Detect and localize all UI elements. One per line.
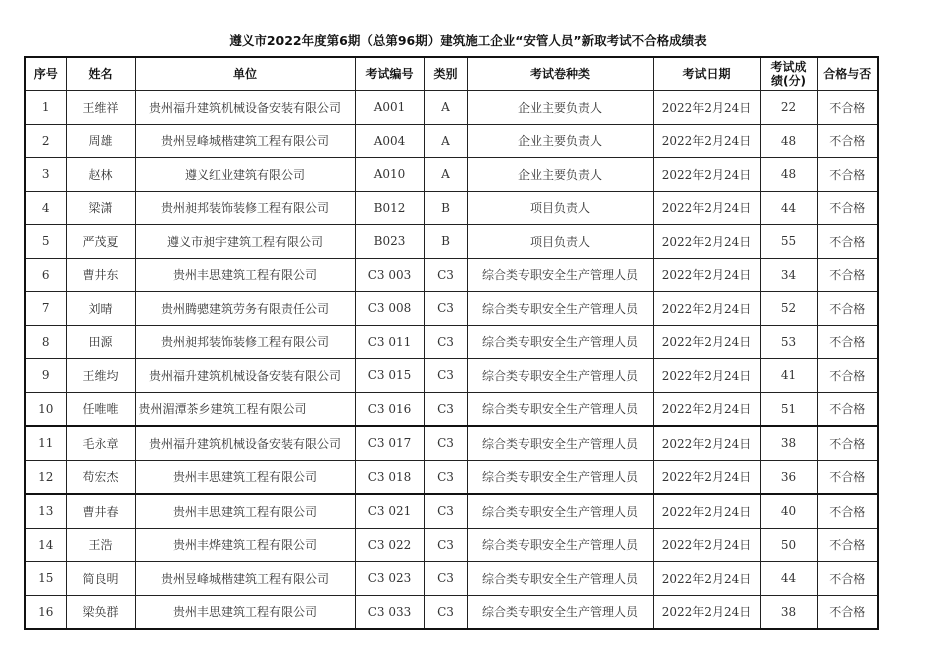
row-score: 36 [760,460,817,494]
row-date: 2022年2月24日 [653,258,760,292]
row-date: 2022年2月24日 [653,494,760,528]
row-category: C3 [424,292,467,326]
row-seq: 13 [25,494,66,528]
header-exam-id: 考试编号 [355,57,424,91]
row-company: 贵州昶邦装饰装修工程有限公司 [135,325,355,359]
document-title: 遵义市2022年度第6期（总第96期）建筑施工企业“安管人员”新取考试不合格成绩表 [229,33,707,48]
row-name: 梁奂群 [66,595,135,629]
row-result: 不合格 [817,325,878,359]
header-paper-type: 考试卷种类 [467,57,653,91]
row-category: C3 [424,494,467,528]
row-exam-id: C3 033 [355,595,424,629]
row-exam-id: C3 016 [355,392,424,426]
row-category: A [424,91,467,125]
row-result: 不合格 [817,292,878,326]
row-company: 贵州福升建筑机械设备安装有限公司 [135,426,355,460]
row-name: 简良明 [66,562,135,596]
row-result: 不合格 [817,91,878,125]
row-paper-type: 综合类专职安全生产管理人员 [467,562,653,596]
row-category: A [424,158,467,192]
row-category: C3 [424,258,467,292]
table-row [25,225,878,259]
header-date: 考试日期 [653,57,760,91]
row-score: 38 [760,426,817,460]
row-name: 毛永章 [66,426,135,460]
row-score: 38 [760,595,817,629]
row-paper-type: 综合类专职安全生产管理人员 [467,528,653,562]
row-seq: 14 [25,528,66,562]
row-exam-id: B012 [355,191,424,225]
row-company: 贵州丰思建筑工程有限公司 [135,595,355,629]
row-date: 2022年2月24日 [653,528,760,562]
row-date: 2022年2月24日 [653,359,760,393]
row-result: 不合格 [817,528,878,562]
row-name: 周雄 [66,124,135,158]
table-row [25,292,878,326]
row-seq: 11 [25,426,66,460]
row-category: A [424,124,467,158]
row-date: 2022年2月24日 [653,225,760,259]
row-category: C3 [424,426,467,460]
row-result: 不合格 [817,562,878,596]
row-exam-id: A010 [355,158,424,192]
row-paper-type: 企业主要负责人 [467,91,653,125]
row-paper-type: 综合类专职安全生产管理人员 [467,359,653,393]
table-row [25,426,878,460]
row-name: 苟宏杰 [66,460,135,494]
row-score: 52 [760,292,817,326]
row-name: 梁潇 [66,191,135,225]
header-company: 单位 [135,57,355,91]
header-score: 考试成绩(分) [760,57,817,91]
row-score: 44 [760,191,817,225]
row-company: 贵州丰思建筑工程有限公司 [135,494,355,528]
row-date: 2022年2月24日 [653,325,760,359]
header-category: 类别 [424,57,467,91]
header-seq: 序号 [25,57,66,91]
row-date: 2022年2月24日 [653,158,760,192]
row-result: 不合格 [817,460,878,494]
table-row [25,595,878,629]
row-seq: 1 [25,91,66,125]
row-company: 贵州昶邦装饰装修工程有限公司 [135,191,355,225]
row-company: 贵州丰思建筑工程有限公司 [135,460,355,494]
row-result: 不合格 [817,225,878,259]
table-row [25,494,878,528]
table-row [25,392,878,426]
row-seq: 9 [25,359,66,393]
row-date: 2022年2月24日 [653,91,760,125]
row-category: C3 [424,562,467,596]
row-seq: 5 [25,225,66,259]
row-name: 刘晴 [66,292,135,326]
row-category: C3 [424,595,467,629]
header-row [25,57,878,91]
row-seq: 10 [25,392,66,426]
row-date: 2022年2月24日 [653,562,760,596]
row-score: 44 [760,562,817,596]
row-seq: 3 [25,158,66,192]
row-paper-type: 综合类专职安全生产管理人员 [467,595,653,629]
row-name: 严茂夏 [66,225,135,259]
row-exam-id: C3 015 [355,359,424,393]
row-seq: 8 [25,325,66,359]
row-result: 不合格 [817,392,878,426]
row-score: 50 [760,528,817,562]
row-result: 不合格 [817,191,878,225]
results-table [24,56,879,630]
row-date: 2022年2月24日 [653,124,760,158]
row-exam-id: C3 022 [355,528,424,562]
table-row [25,124,878,158]
row-score: 34 [760,258,817,292]
row-name: 田源 [66,325,135,359]
row-score: 41 [760,359,817,393]
row-company: 贵州福升建筑机械设备安装有限公司 [135,359,355,393]
row-seq: 2 [25,124,66,158]
row-exam-id: A001 [355,91,424,125]
row-exam-id: C3 003 [355,258,424,292]
row-paper-type: 项目负责人 [467,225,653,259]
row-paper-type: 综合类专职安全生产管理人员 [467,494,653,528]
row-company: 遵义红业建筑有限公司 [135,158,355,192]
row-exam-id: C3 021 [355,494,424,528]
row-result: 不合格 [817,494,878,528]
row-exam-id: C3 008 [355,292,424,326]
row-exam-id: C3 018 [355,460,424,494]
row-seq: 7 [25,292,66,326]
row-category: B [424,225,467,259]
row-category: B [424,191,467,225]
row-paper-type: 项目负责人 [467,191,653,225]
table-row [25,158,878,192]
row-category: C3 [424,359,467,393]
table-row [25,562,878,596]
row-name: 王维祥 [66,91,135,125]
row-seq: 4 [25,191,66,225]
row-name: 赵林 [66,158,135,192]
row-paper-type: 综合类专职安全生产管理人员 [467,325,653,359]
row-seq: 6 [25,258,66,292]
row-company: 贵州丰思建筑工程有限公司 [135,258,355,292]
row-category: C3 [424,392,467,426]
row-company: 贵州腾骢建筑劳务有限责任公司 [135,292,355,326]
table-row [25,528,878,562]
table-row [25,91,878,125]
row-date: 2022年2月24日 [653,191,760,225]
row-result: 不合格 [817,124,878,158]
row-paper-type: 企业主要负责人 [467,158,653,192]
row-result: 不合格 [817,359,878,393]
row-company: 贵州昱峰城楷建筑工程有限公司 [135,124,355,158]
table-row [25,258,878,292]
table-row [25,359,878,393]
row-result: 不合格 [817,258,878,292]
row-date: 2022年2月24日 [653,595,760,629]
row-result: 不合格 [817,595,878,629]
row-paper-type: 综合类专职安全生产管理人员 [467,392,653,426]
row-exam-id: C3 017 [355,426,424,460]
row-name: 曹井东 [66,258,135,292]
row-result: 不合格 [817,426,878,460]
row-paper-type: 综合类专职安全生产管理人员 [467,426,653,460]
table-row [25,325,878,359]
row-exam-id: A004 [355,124,424,158]
row-paper-type: 综合类专职安全生产管理人员 [467,258,653,292]
row-score: 40 [760,494,817,528]
row-category: C3 [424,325,467,359]
row-seq: 16 [25,595,66,629]
row-company: 贵州湄潭茶乡建筑工程有限公司 [135,392,355,426]
row-name: 曹井春 [66,494,135,528]
row-company: 贵州丰烨建筑工程有限公司 [135,528,355,562]
row-date: 2022年2月24日 [653,392,760,426]
row-score: 53 [760,325,817,359]
row-exam-id: C3 023 [355,562,424,596]
row-company: 贵州福升建筑机械设备安装有限公司 [135,91,355,125]
table-row [25,460,878,494]
table-row [25,191,878,225]
row-category: C3 [424,460,467,494]
row-category: C3 [424,528,467,562]
row-company: 遵义市昶宇建筑工程有限公司 [135,225,355,259]
header-result: 合格与否 [817,57,878,91]
row-exam-id: C3 011 [355,325,424,359]
row-name: 王浩 [66,528,135,562]
row-score: 48 [760,158,817,192]
row-score: 55 [760,225,817,259]
row-result: 不合格 [817,158,878,192]
row-paper-type: 企业主要负责人 [467,124,653,158]
row-exam-id: B023 [355,225,424,259]
header-name: 姓名 [66,57,135,91]
row-score: 22 [760,91,817,125]
row-date: 2022年2月24日 [653,426,760,460]
row-seq: 12 [25,460,66,494]
row-name: 王维均 [66,359,135,393]
row-seq: 15 [25,562,66,596]
row-date: 2022年2月24日 [653,292,760,326]
row-score: 51 [760,392,817,426]
row-paper-type: 综合类专职安全生产管理人员 [467,460,653,494]
row-paper-type: 综合类专职安全生产管理人员 [467,292,653,326]
row-score: 48 [760,124,817,158]
row-date: 2022年2月24日 [653,460,760,494]
row-company: 贵州昱峰城楷建筑工程有限公司 [135,562,355,596]
row-name: 任唯唯 [66,392,135,426]
